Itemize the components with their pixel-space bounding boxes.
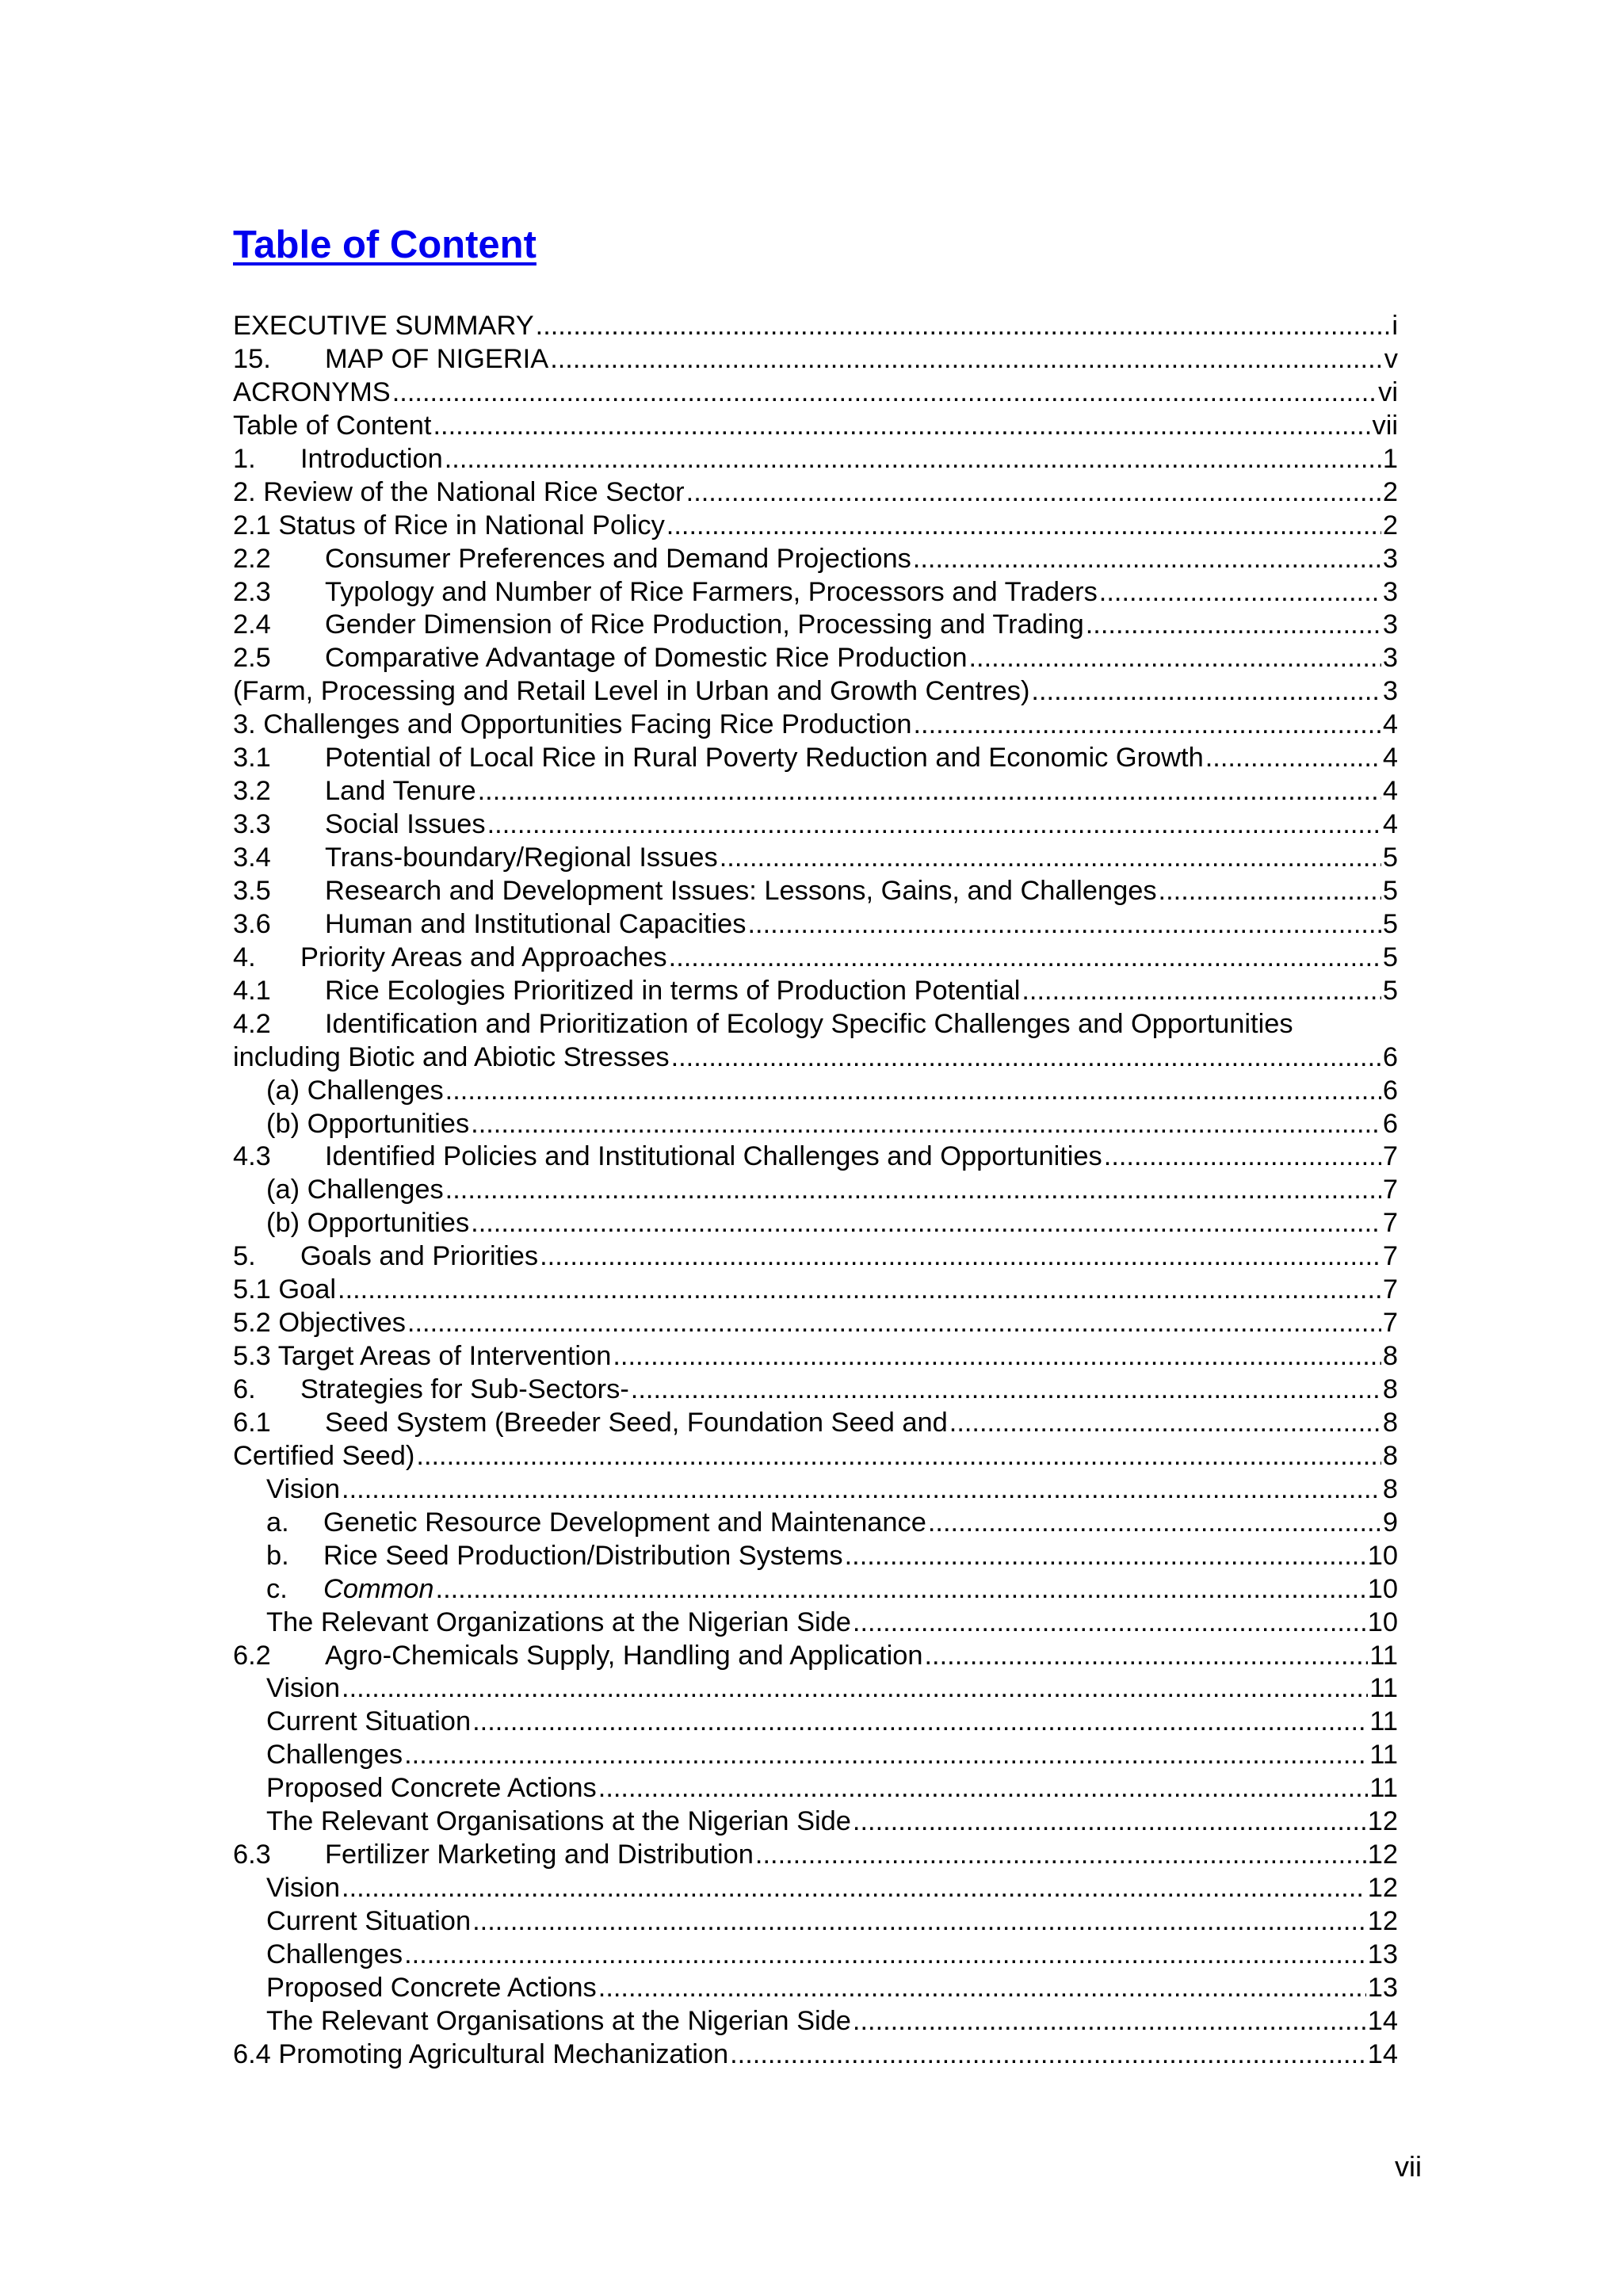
toc-entry[interactable]	[233, 808, 1398, 842]
toc-entry[interactable]	[266, 1872, 1398, 1905]
toc-entry-label	[266, 1473, 342, 1507]
toc-entry-title: (b) Opportunities	[266, 1108, 470, 1139]
toc-entry[interactable]	[233, 1140, 1398, 1174]
toc-entry-title: Trans-boundary/Regional Issues	[325, 842, 718, 873]
toc-entry-title: Vision	[266, 1873, 341, 1904]
toc-entry[interactable]	[233, 2038, 1398, 2072]
toc-entry-title: Land Tenure	[325, 776, 476, 807]
toc-entry-page: vi	[1377, 376, 1398, 410]
toc-entry-page: 2	[1381, 476, 1398, 510]
toc-entry-label	[266, 1939, 404, 1972]
toc-entry-page: 5	[1381, 908, 1398, 942]
toc-entry[interactable]	[233, 742, 1398, 775]
toc-entry[interactable]	[233, 443, 1398, 476]
dot-leader	[404, 1939, 1366, 1972]
toc-entry-number: 2.4	[233, 609, 271, 640]
toc-entry-title: Rice Ecologies Prioritized in terms of Production Potential	[325, 975, 1021, 1006]
toc-entry-page: 8	[1381, 1340, 1398, 1373]
toc-entry-page: 9	[1381, 1507, 1398, 1540]
toc-entry-page: 4	[1381, 808, 1398, 842]
toc-entry[interactable]	[266, 1772, 1398, 1805]
toc-entry[interactable]	[233, 642, 1398, 675]
dot-leader	[472, 1706, 1368, 1739]
page-title[interactable]: Table of Content	[233, 223, 537, 266]
toc-entry-label	[233, 1041, 671, 1075]
toc-entry-title: Agro-Chemicals Supply, Handling and Application	[325, 1640, 923, 1671]
toc-entry-label	[266, 1108, 471, 1141]
dot-leader	[669, 942, 1381, 975]
toc-entry-page: 10	[1366, 1573, 1398, 1606]
toc-entry-page: 7	[1381, 1140, 1398, 1174]
toc-entry-title: including Biotic and Abiotic Stresses	[233, 1041, 670, 1072]
dot-leader	[853, 1606, 1366, 1640]
toc-entry-label	[233, 1839, 755, 1872]
toc-entry[interactable]	[233, 1008, 1398, 1041]
dot-leader	[730, 2038, 1366, 2072]
toc-entry[interactable]	[233, 675, 1398, 709]
dot-leader	[969, 642, 1381, 675]
dot-leader	[853, 2005, 1366, 2038]
toc-entry-page: 8	[1381, 1440, 1398, 1473]
toc-entry-number: 3.6	[233, 908, 271, 939]
toc-entry-page: 5	[1381, 875, 1398, 908]
toc-entry[interactable]	[233, 842, 1398, 875]
toc-entry[interactable]	[233, 1041, 1398, 1075]
toc-entry-label	[233, 1407, 949, 1440]
toc-entry-page: 3	[1381, 543, 1398, 576]
toc-entry-number: 5.	[233, 1241, 256, 1272]
toc-entry-label	[233, 942, 669, 975]
toc-entry-title: (b) Opportunities	[266, 1208, 470, 1239]
toc-entry[interactable]	[266, 1739, 1398, 1772]
toc-entry-number: 4.2	[233, 1008, 271, 1039]
toc-entry-title: The Relevant Organisations at the Nigerian Side	[266, 1806, 851, 1837]
toc-entry-page: 14	[1366, 2038, 1398, 2072]
table-of-contents	[233, 310, 1398, 2072]
dot-leader	[471, 1207, 1381, 1240]
toc-entry[interactable]	[266, 1706, 1398, 1739]
toc-entry[interactable]	[233, 875, 1398, 908]
toc-entry-title: Current Situation	[266, 1906, 472, 1936]
toc-entry[interactable]	[233, 1307, 1398, 1340]
toc-entry-page: i	[1390, 310, 1398, 343]
toc-entry-page: 8	[1381, 1407, 1398, 1440]
toc-entry-title: 5.3 Target Areas of Intervention	[233, 1341, 612, 1372]
toc-entry-number: b.	[266, 1540, 289, 1571]
toc-entry-title: (a) Challenges	[266, 1175, 444, 1205]
toc-entry-number: 6.	[233, 1374, 256, 1404]
toc-entry-title: 3. Challenges and Opportunities Facing Rice Production	[233, 709, 912, 740]
dot-leader	[342, 1473, 1381, 1507]
toc-entry-page: 8	[1381, 1473, 1398, 1507]
toc-entry-page: 11	[1368, 1706, 1398, 1739]
toc-entry-label	[266, 1772, 598, 1805]
toc-entry-label	[233, 808, 487, 842]
toc-entry-label	[233, 310, 536, 343]
toc-entry-label	[233, 775, 478, 808]
toc-entry-number: 3.3	[233, 809, 271, 840]
toc-entry-title: 2. Review of the National Rice Sector	[233, 476, 685, 507]
toc-entry-title: 6.4 Promoting Agricultural Mechanization	[233, 2038, 729, 2069]
toc-entry-title: The Relevant Organizations at the Nigerian Side	[266, 1606, 851, 1637]
toc-entry-title: Strategies for Sub-Sectors-	[300, 1374, 629, 1404]
dot-leader	[613, 1340, 1381, 1373]
toc-entry-title: EXECUTIVE SUMMARY	[233, 311, 534, 341]
toc-entry-label	[266, 1507, 928, 1540]
toc-entry-title: Table of Content	[233, 410, 432, 441]
dot-leader	[598, 1972, 1366, 2005]
toc-entry-label	[266, 2005, 853, 2038]
toc-entry-page: 6	[1381, 1041, 1398, 1075]
toc-entry-page: 6	[1381, 1075, 1398, 1108]
toc-entry-number: 2.2	[233, 543, 271, 574]
dot-leader	[755, 1839, 1366, 1872]
toc-entry-number: 3.4	[233, 842, 271, 873]
toc-entry[interactable]	[233, 576, 1398, 609]
toc-entry-label	[233, 543, 913, 576]
toc-entry-number: 6.2	[233, 1640, 271, 1671]
toc-entry-title: 2.1 Status of Rice in National Policy	[233, 510, 665, 541]
dot-leader	[666, 510, 1381, 543]
dot-leader	[720, 842, 1381, 875]
dot-leader	[598, 1772, 1369, 1805]
toc-entry-title: Goals and Priorities	[300, 1241, 539, 1272]
toc-entry-page: 12	[1366, 1872, 1398, 1905]
toc-entry[interactable]	[266, 1939, 1398, 1972]
toc-entry-title: Comparative Advantage of Domestic Rice Production	[325, 643, 968, 674]
dot-leader	[949, 1407, 1381, 1440]
dot-leader	[1205, 742, 1381, 775]
toc-entry[interactable]	[266, 1207, 1398, 1240]
dot-leader	[478, 775, 1381, 808]
toc-entry[interactable]	[266, 1473, 1398, 1507]
toc-entry-page: 3	[1381, 576, 1398, 609]
toc-entry-label	[233, 1240, 540, 1274]
toc-entry[interactable]	[233, 1839, 1398, 1872]
toc-entry-number: a.	[266, 1507, 289, 1538]
toc-entry-title: Identification and Prioritization of Ecology Specific Challenges and Opportunities	[325, 1008, 1293, 1039]
toc-entry-page: 11	[1368, 1772, 1398, 1805]
toc-entry[interactable]	[266, 1672, 1398, 1706]
toc-entry[interactable]	[266, 1540, 1398, 1573]
toc-entry-page: 11	[1368, 1672, 1398, 1706]
dot-leader	[1104, 1140, 1381, 1174]
toc-entry-title: Proposed Concrete Actions	[266, 1972, 597, 2003]
toc-entry[interactable]	[233, 1240, 1398, 1274]
toc-entry-label	[233, 410, 433, 443]
toc-entry[interactable]	[266, 1805, 1398, 1839]
dot-leader	[671, 1041, 1381, 1075]
toc-entry-page: 4	[1381, 742, 1398, 775]
toc-entry-page: 1	[1381, 443, 1398, 476]
toc-entry[interactable]	[266, 1507, 1398, 1540]
toc-entry-page: 4	[1381, 775, 1398, 808]
dot-leader	[445, 1075, 1381, 1108]
toc-entry-page: 2	[1381, 510, 1398, 543]
toc-entry[interactable]	[233, 942, 1398, 975]
toc-entry-label	[233, 2038, 730, 2072]
dot-leader	[845, 1540, 1366, 1573]
toc-entry-title: Common	[323, 1573, 434, 1604]
dot-leader	[631, 1373, 1381, 1407]
toc-entry-page: 13	[1366, 1939, 1398, 1972]
dot-leader	[1086, 609, 1381, 642]
dot-leader	[342, 1672, 1368, 1706]
toc-entry-label	[233, 609, 1086, 642]
dot-leader	[747, 908, 1381, 942]
toc-entry[interactable]	[233, 376, 1398, 410]
toc-entry-label	[233, 443, 445, 476]
toc-entry-page: 7	[1381, 1240, 1398, 1274]
toc-entry[interactable]	[233, 1640, 1398, 1673]
dot-leader	[472, 1905, 1366, 1939]
toc-entry-label	[233, 642, 969, 675]
toc-entry-label	[233, 1640, 924, 1673]
toc-entry-number: 3.5	[233, 875, 271, 906]
toc-entry-label	[266, 1672, 342, 1706]
toc-entry-number: 15.	[233, 343, 271, 374]
toc-entry-label	[233, 510, 666, 543]
dot-leader	[1159, 875, 1381, 908]
toc-entry-number: 1.	[233, 443, 256, 474]
toc-entry-label	[233, 675, 1031, 709]
toc-entry[interactable]	[233, 1340, 1398, 1373]
toc-entry[interactable]	[233, 543, 1398, 576]
toc-entry[interactable]	[266, 1606, 1398, 1640]
toc-entry-label	[266, 1573, 436, 1606]
toc-entry-page: 5	[1381, 975, 1398, 1008]
toc-entry[interactable]	[266, 1075, 1398, 1108]
toc-entry-title: ACRONYMS	[233, 376, 391, 407]
toc-entry-title: Vision	[266, 1673, 341, 1704]
toc-entry-page: 7	[1381, 1174, 1398, 1207]
toc-entry-page: 12	[1366, 1805, 1398, 1839]
dot-leader	[445, 1174, 1381, 1207]
toc-entry-number: 4.1	[233, 975, 271, 1006]
toc-entry-label	[266, 1706, 472, 1739]
toc-entry-number: c.	[266, 1573, 288, 1604]
toc-entry[interactable]	[233, 609, 1398, 642]
toc-entry-label	[266, 1905, 472, 1939]
toc-entry-page: 7	[1381, 1274, 1398, 1307]
toc-entry[interactable]	[233, 975, 1398, 1008]
toc-entry-number: 4.3	[233, 1141, 271, 1172]
toc-entry-number: 3.2	[233, 776, 271, 807]
toc-entry-title: 5.2 Objectives	[233, 1308, 406, 1339]
toc-entry-label	[233, 476, 686, 510]
toc-entry[interactable]	[233, 476, 1398, 510]
toc-entry[interactable]	[266, 2005, 1398, 2038]
toc-entry-page: 3	[1381, 675, 1398, 709]
toc-entry[interactable]	[233, 310, 1398, 343]
dot-leader	[445, 443, 1381, 476]
toc-entry-title: Rice Seed Production/Distribution Systems	[323, 1540, 843, 1571]
toc-entry-page: 3	[1381, 609, 1398, 642]
toc-entry-page: 12	[1366, 1905, 1398, 1939]
toc-entry-label	[233, 742, 1205, 775]
toc-entry-label	[266, 1972, 598, 2005]
toc-entry-title: MAP OF NIGERIA	[325, 343, 549, 374]
toc-entry-label	[233, 1008, 1295, 1041]
toc-entry-page: 10	[1366, 1606, 1398, 1640]
dot-leader	[1022, 975, 1381, 1008]
dot-leader	[550, 343, 1383, 376]
dot-leader	[436, 1573, 1366, 1606]
dot-leader	[913, 543, 1381, 576]
toc-entry-label	[233, 1274, 338, 1307]
toc-entry[interactable]	[233, 410, 1398, 443]
toc-entry-label	[233, 1340, 613, 1373]
toc-entry-title: Potential of Local Rice in Rural Poverty Reduction and Economic Growth	[325, 743, 1204, 774]
dot-leader	[686, 476, 1381, 510]
toc-entry-number: 2.5	[233, 643, 271, 674]
toc-entry-label	[266, 1739, 404, 1772]
dot-leader	[1099, 576, 1381, 609]
dot-leader	[928, 1507, 1381, 1540]
toc-entry-label	[233, 1373, 631, 1407]
toc-entry-page: 13	[1366, 1972, 1398, 2005]
toc-entry-title: (Farm, Processing and Retail Level in Urban and Growth Centres)	[233, 676, 1030, 707]
toc-entry-title: Genetic Resource Development and Maintenance	[323, 1507, 926, 1538]
toc-entry-label	[233, 842, 720, 875]
toc-entry-title: Current Situation	[266, 1706, 472, 1737]
toc-entry[interactable]	[266, 1905, 1398, 1939]
dot-leader	[924, 1640, 1368, 1673]
toc-entry-label	[233, 1440, 416, 1473]
toc-entry-label	[233, 709, 913, 742]
dot-leader	[392, 376, 1377, 410]
toc-entry-page: 14	[1366, 2005, 1398, 2038]
toc-entry-label	[266, 1606, 853, 1640]
toc-entry-title: Fertilizer Marketing and Distribution	[325, 1839, 754, 1870]
toc-entry-page: 10	[1366, 1540, 1398, 1573]
dot-leader	[536, 310, 1391, 343]
toc-entry-title: Consumer Preferences and Demand Projections	[325, 543, 911, 574]
toc-entry-title: Gender Dimension of Rice Production, Processing and Trading	[325, 609, 1084, 640]
toc-entry[interactable]	[233, 343, 1398, 376]
toc-entry-title: The Relevant Organisations at the Nigerian Side	[266, 2005, 851, 2036]
toc-entry[interactable]	[233, 709, 1398, 742]
toc-entry[interactable]	[266, 1108, 1398, 1141]
toc-entry-label	[266, 1805, 853, 1839]
toc-entry-title: Vision	[266, 1473, 341, 1504]
toc-entry-label	[233, 975, 1022, 1008]
dot-leader	[853, 1805, 1366, 1839]
toc-entry[interactable]	[233, 1440, 1398, 1473]
dot-leader	[404, 1739, 1368, 1772]
toc-entry-label	[233, 875, 1159, 908]
toc-entry-page: 7	[1381, 1307, 1398, 1340]
toc-entry-label	[233, 908, 747, 942]
toc-entry[interactable]	[233, 1274, 1398, 1307]
toc-entry-title: Challenges	[266, 1740, 403, 1771]
dot-leader	[540, 1240, 1381, 1274]
dot-leader	[342, 1872, 1366, 1905]
toc-entry-label	[233, 576, 1099, 609]
dot-leader	[433, 410, 1370, 443]
toc-entry-title: Social Issues	[325, 809, 486, 840]
dot-leader	[913, 709, 1381, 742]
toc-entry-page: 3	[1381, 642, 1398, 675]
toc-entry-page: vii	[1371, 410, 1398, 443]
toc-entry-label	[233, 376, 392, 410]
toc-entry[interactable]	[233, 775, 1398, 808]
toc-entry-title: Introduction	[300, 443, 443, 474]
toc-entry-number: 6.3	[233, 1839, 271, 1870]
dot-leader	[416, 1440, 1381, 1473]
toc-entry-label	[266, 1872, 342, 1905]
toc-entry-number: 3.1	[233, 743, 271, 774]
toc-entry[interactable]	[233, 908, 1398, 942]
dot-leader	[471, 1108, 1381, 1141]
toc-entry-page: 12	[1366, 1839, 1398, 1872]
toc-entry-title: Typology and Number of Rice Farmers, Processors and Traders	[325, 576, 1098, 607]
toc-entry-title: Identified Policies and Institutional Challenges and Opportunities	[325, 1141, 1102, 1172]
toc-entry-title: Human and Institutional Capacities	[325, 908, 747, 939]
toc-entry-page: 5	[1381, 842, 1398, 875]
toc-entry-label	[233, 1140, 1104, 1174]
toc-entry[interactable]	[233, 510, 1398, 543]
toc-entry-title: Proposed Concrete Actions	[266, 1773, 597, 1804]
toc-entry-label	[266, 1174, 445, 1207]
toc-entry-number: 4.	[233, 942, 256, 972]
toc-entry-label	[233, 343, 550, 376]
toc-entry-page: 11	[1368, 1640, 1398, 1673]
toc-entry-title: 5.1 Goal	[233, 1274, 337, 1305]
toc-entry-page: 4	[1381, 709, 1398, 742]
toc-entry[interactable]	[233, 1407, 1398, 1440]
toc-entry-page: v	[1383, 343, 1398, 376]
toc-entry-page: 7	[1381, 1207, 1398, 1240]
toc-entry-label	[233, 1307, 407, 1340]
toc-entry[interactable]	[233, 1373, 1398, 1407]
dot-leader	[338, 1274, 1381, 1307]
toc-entry-label	[266, 1207, 471, 1240]
toc-entry[interactable]	[266, 1174, 1398, 1207]
toc-entry-title: Certified Seed)	[233, 1440, 415, 1471]
dot-leader	[487, 808, 1381, 842]
toc-entry-page: 8	[1381, 1373, 1398, 1407]
toc-entry-number: 6.1	[233, 1407, 271, 1438]
toc-entry-page: 5	[1381, 942, 1398, 975]
toc-entry-title: Seed System (Breeder Seed, Foundation Seed and	[325, 1407, 948, 1438]
dot-leader	[1031, 675, 1381, 709]
toc-entry[interactable]	[266, 1972, 1398, 2005]
toc-entry[interactable]	[266, 1573, 1398, 1606]
toc-entry-label	[266, 1540, 845, 1573]
toc-entry-label	[266, 1075, 445, 1108]
toc-entry-page: 6	[1381, 1108, 1398, 1141]
dot-leader	[407, 1307, 1381, 1340]
toc-entry-title: Challenges	[266, 1939, 403, 1969]
page-number: vii	[1395, 2150, 1422, 2183]
toc-entry-page: 11	[1368, 1739, 1398, 1772]
toc-entry-number: 2.3	[233, 576, 271, 607]
toc-entry-title: Priority Areas and Approaches	[300, 942, 667, 972]
toc-entry-title: Research and Development Issues: Lessons, Gains, and Challenges	[325, 875, 1157, 906]
toc-entry-title: (a) Challenges	[266, 1075, 444, 1106]
